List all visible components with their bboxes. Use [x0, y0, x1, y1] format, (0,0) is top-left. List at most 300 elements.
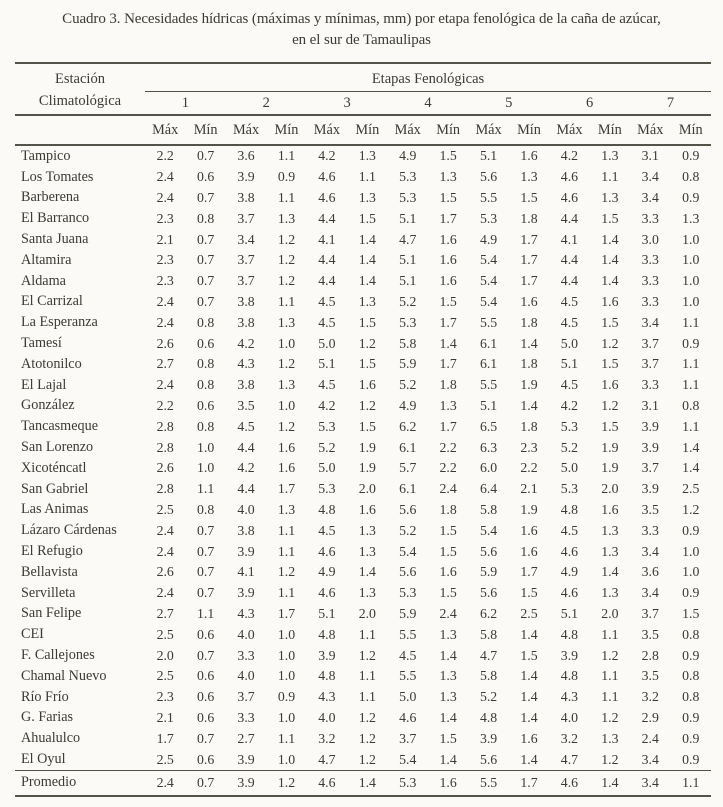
stage-7-max-value: 3.2 — [641, 689, 659, 705]
stage-1-max-value: 2.4 — [156, 293, 174, 309]
stage-4-min-value: 1.5 — [439, 293, 457, 309]
stage-1-max-value: 2.6 — [156, 460, 174, 476]
stage-3-min-value: 1.2 — [358, 397, 376, 413]
stage-5-min-value: 1.8 — [520, 418, 538, 434]
station-name: San Felipe — [21, 605, 82, 622]
max-header: Máx — [549, 115, 589, 145]
stage-6-max-value: 4.4 — [560, 210, 579, 226]
stage-6-min-value: 1.3 — [601, 522, 619, 538]
stage-2-min-value: 1.3 — [277, 377, 296, 393]
max-header: Máx — [226, 115, 266, 145]
max-header: Máx — [468, 115, 508, 145]
stage-5-header: 5 — [468, 92, 549, 116]
stage-7-min-value: 1.1 — [670, 770, 711, 796]
stage-4-max-value: 5.5 — [399, 626, 417, 642]
stage-3-max-value: 4.5 — [318, 293, 336, 309]
stage-6-max-value: 4.6 — [560, 189, 579, 205]
stage-5-min-value: 1.6 — [520, 543, 538, 559]
stage-5-max-value: 4.9 — [479, 231, 498, 247]
stage-1-min-value: 0.7 — [197, 189, 215, 205]
stage-4-min-value: 2.4 — [439, 481, 457, 497]
table-row — [15, 250, 711, 271]
stage-1-max-value: 2.5 — [156, 751, 174, 767]
stage-6-min-value: 1.1 — [601, 626, 619, 642]
stage-2-max-value: 3.8 — [237, 377, 255, 393]
min-header: Mín — [590, 115, 630, 145]
stage-5-min-value: 1.3 — [520, 169, 538, 185]
stage-3-min-value: 1.6 — [358, 377, 376, 393]
stage-2-min-value: 1.1 — [277, 730, 296, 746]
table-row — [15, 645, 711, 666]
stage-7-max-value: 3.1 — [641, 148, 659, 164]
stage-4-min-value: 1.3 — [439, 689, 457, 705]
stage-4-min-value: 1.5 — [439, 189, 457, 205]
table-caption — [0, 0, 723, 51]
stage-2-min-value: 1.0 — [277, 647, 296, 663]
stage-2-max-value: 3.3 — [237, 709, 255, 725]
stage-6-min-value: 1.5 — [601, 356, 619, 372]
stage-2-min-value: 1.7 — [277, 481, 296, 497]
stage-1-max-value: 1.7 — [156, 730, 174, 746]
table-row — [15, 562, 711, 583]
stage-4-min-value: 1.3 — [439, 397, 457, 413]
stage-5-max-value: 5.5 — [468, 770, 508, 796]
stage-4-max-value: 5.4 — [399, 751, 417, 767]
stage-7-max-value: 2.9 — [641, 709, 659, 725]
stage-3-min-value: 1.2 — [358, 335, 376, 351]
stage-2-min-value: 1.0 — [277, 668, 296, 684]
stage-6-min-value: 1.5 — [601, 314, 619, 330]
stage-5-max-value: 5.5 — [479, 377, 498, 393]
stage-1-max-value: 2.8 — [156, 481, 174, 497]
station-name: Bellavista — [21, 563, 78, 580]
stage-7-min-value: 0.9 — [682, 585, 700, 601]
stage-1-min-value: 0.8 — [197, 377, 215, 393]
stage-2-max-value: 3.8 — [237, 293, 255, 309]
stage-6-min-value: 2.0 — [601, 481, 619, 497]
stage-1-min-value: 0.8 — [197, 418, 215, 434]
stage-1-max-value: 2.8 — [156, 439, 174, 455]
stage-6-max-value: 4.0 — [560, 709, 579, 725]
stage-6-min-value: 1.3 — [601, 585, 619, 601]
stage-4-max-value: 5.2 — [399, 522, 417, 538]
stage-2-max-value: 4.4 — [237, 481, 255, 497]
stage-7-max-value: 3.3 — [641, 522, 659, 538]
stage-2-max-value: 4.0 — [237, 626, 255, 642]
table-row — [15, 416, 711, 437]
stage-3-max-value: 3.9 — [318, 647, 336, 663]
stage-7-min-value: 0.9 — [682, 709, 700, 725]
stage-3-max-value: 4.6 — [318, 543, 336, 559]
station-name: El Refugio — [21, 543, 83, 560]
stage-7-max-value: 3.5 — [641, 501, 659, 517]
stage-3-min-value: 1.4 — [358, 273, 376, 289]
stage-2-max-value: 3.7 — [237, 252, 255, 268]
stage-7-min-value: 0.8 — [682, 626, 700, 642]
stage-3-min-value: 1.2 — [358, 709, 376, 725]
stage-1-max-value: 2.4 — [156, 585, 174, 601]
stage-2-max-value: 3.7 — [237, 210, 255, 226]
stage-6-max-value: 4.5 — [560, 293, 579, 309]
stage-3-min-value: 1.4 — [347, 770, 387, 796]
stage-3-max-value: 5.1 — [318, 605, 336, 621]
stage-4-max-value: 5.9 — [399, 356, 417, 372]
stage-1-max-value: 2.4 — [156, 543, 174, 559]
stage-2-min-value: 1.3 — [277, 210, 296, 226]
stage-2-max-value: 3.7 — [237, 689, 255, 705]
stage-7-max-value: 3.5 — [641, 668, 659, 684]
stage-4-min-value: 1.7 — [439, 210, 457, 226]
stage-6-min-value: 2.0 — [601, 605, 619, 621]
stage-7-max-value: 2.8 — [641, 647, 659, 663]
stage-7-max-value: 3.6 — [641, 564, 659, 580]
max-header: Máx — [145, 115, 185, 145]
stage-4-max-value: 5.2 — [399, 377, 417, 393]
stage-5-min-value: 1.5 — [520, 585, 538, 601]
stage-6-min-value: 1.9 — [601, 460, 619, 476]
stage-1-max-value: 2.7 — [156, 356, 174, 372]
stage-5-min-value: 1.4 — [520, 668, 538, 684]
stage-4-min-value: 1.6 — [439, 273, 457, 289]
stage-2-min-value: 1.0 — [277, 751, 296, 767]
stage-4-min-value: 1.5 — [439, 148, 457, 164]
stage-1-min-value: 0.8 — [197, 501, 215, 517]
stage-5-min-value: 2.1 — [520, 481, 538, 497]
stage-4-min-value: 1.6 — [439, 231, 457, 247]
stage-5-min-value: 1.9 — [520, 501, 538, 517]
station-name: San Lorenzo — [21, 439, 94, 456]
stage-4-max-value: 5.3 — [388, 770, 428, 796]
stage-6-max-value: 4.7 — [560, 751, 579, 767]
stage-2-header: 2 — [226, 92, 307, 116]
stage-6-min-value: 1.6 — [601, 377, 619, 393]
stage-6-min-value: 1.1 — [601, 689, 619, 705]
stage-2-min-value: 1.1 — [277, 189, 296, 205]
stage-2-max-value: 4.2 — [237, 335, 255, 351]
stage-4-min-value: 1.4 — [439, 751, 457, 767]
stage-1-min-value: 0.6 — [197, 626, 215, 642]
stage-2-max-value: 3.9 — [237, 751, 255, 767]
stage-7-max-value: 3.4 — [641, 169, 659, 185]
stage-1-min-value: 0.6 — [197, 751, 215, 767]
stage-1-min-value: 0.7 — [197, 543, 215, 559]
stage-5-max-value: 3.9 — [479, 730, 498, 746]
stage-1-max-value: 2.4 — [156, 377, 174, 393]
stage-7-max-value: 3.3 — [641, 377, 659, 393]
table-row — [15, 437, 711, 458]
stage-4-max-value: 5.3 — [399, 169, 417, 185]
stage-7-min-value: 0.8 — [682, 397, 700, 413]
stage-2-min-value: 1.6 — [277, 439, 296, 455]
stage-3-min-value: 1.4 — [358, 564, 376, 580]
summary-row — [15, 770, 711, 796]
station-name: Chamal Nuevo — [21, 667, 107, 684]
stage-1-max-value: 2.4 — [156, 522, 174, 538]
stage-2-min-value: 1.2 — [277, 273, 296, 289]
stage-3-max-value: 5.0 — [318, 335, 336, 351]
stage-5-max-value: 5.4 — [479, 293, 498, 309]
stage-5-max-value: 5.6 — [479, 169, 498, 185]
stage-5-max-value: 5.1 — [479, 397, 498, 413]
stage-5-min-value: 1.4 — [520, 397, 538, 413]
stage-6-min-value: 1.1 — [601, 668, 619, 684]
stage-4-max-value: 5.3 — [399, 189, 417, 205]
stage-7-min-value: 1.0 — [682, 252, 700, 268]
stage-3-max-value: 4.4 — [318, 210, 336, 226]
station-name: El Oyul — [21, 751, 66, 767]
stage-1-max-value: 2.2 — [156, 397, 174, 413]
stage-2-min-value: 1.2 — [277, 418, 296, 434]
stage-5-max-value: 5.6 — [479, 543, 498, 559]
table-row — [15, 271, 711, 292]
table-row — [15, 708, 711, 729]
stage-4-max-value: 5.6 — [399, 501, 417, 517]
stage-7-max-value: 3.7 — [641, 356, 659, 372]
station-name: Tancasmeque — [21, 418, 98, 435]
table-row — [15, 208, 711, 229]
stage-3-max-value: 4.3 — [318, 689, 336, 705]
stage-6-max-value: 5.1 — [560, 605, 579, 621]
stage-2-max-value: 3.7 — [237, 273, 255, 289]
table-row — [15, 624, 711, 645]
stage-1-max-value: 2.3 — [156, 273, 174, 289]
stage-7-min-value: 1.1 — [682, 377, 700, 393]
stage-3-max-value: 5.3 — [318, 481, 336, 497]
stage-6-max-value: 5.3 — [560, 418, 579, 434]
stage-2-max-value: 4.2 — [237, 460, 255, 476]
table-row — [15, 312, 711, 333]
stage-6-min-value: 1.4 — [601, 252, 619, 268]
stage-2-min-value: 1.1 — [277, 585, 296, 601]
stage-6-min-value: 1.4 — [601, 273, 619, 289]
stage-3-min-value: 1.3 — [358, 585, 376, 601]
stage-7-max-value: 3.3 — [641, 293, 659, 309]
stage-1-min-value: 0.7 — [197, 148, 215, 164]
stage-3-max-value: 4.6 — [318, 585, 336, 601]
stage-6-min-value: 1.9 — [601, 439, 619, 455]
stage-2-min-value: 1.2 — [277, 252, 296, 268]
stage-3-max-value: 5.3 — [318, 418, 336, 434]
stage-6-min-value: 1.2 — [601, 709, 619, 725]
stage-4-min-value: 1.5 — [439, 522, 457, 538]
stage-7-min-value: 2.5 — [682, 481, 700, 497]
stage-2-min-value: 1.1 — [277, 148, 296, 164]
stage-3-max-value: 4.5 — [318, 522, 336, 538]
station-header-line-1: Estación — [55, 71, 105, 87]
stage-2-min-value: 1.0 — [277, 335, 296, 351]
stage-5-max-value: 6.1 — [479, 335, 498, 351]
header-row-maxmin — [15, 115, 711, 145]
table-row — [15, 541, 711, 562]
stage-6-max-value: 5.3 — [560, 481, 579, 497]
stage-6-max-value: 4.1 — [560, 231, 579, 247]
stage-4-min-value: 1.6 — [439, 252, 457, 268]
stage-6-max-value: 4.6 — [560, 543, 579, 559]
stage-7-min-value: 0.9 — [682, 751, 700, 767]
stage-7-max-value: 3.4 — [641, 751, 659, 767]
stage-5-max-value: 4.7 — [479, 647, 498, 663]
stage-2-max-value: 3.8 — [237, 314, 255, 330]
stage-5-max-value: 5.8 — [479, 501, 498, 517]
stage-3-min-value: 1.3 — [358, 293, 376, 309]
stage-4-max-value: 5.4 — [399, 543, 417, 559]
stage-5-max-value: 5.8 — [479, 626, 498, 642]
stage-4-min-value: 1.5 — [439, 585, 457, 601]
stage-7-max-value: 3.7 — [641, 605, 659, 621]
stage-3-min-value: 1.5 — [358, 356, 376, 372]
stage-1-max-value: 2.5 — [156, 501, 174, 517]
stage-1-min-value: 0.6 — [197, 689, 215, 705]
stage-4-max-value: 4.5 — [399, 647, 417, 663]
table-row — [15, 354, 711, 375]
stage-3-max-value: 4.6 — [318, 189, 336, 205]
stage-3-min-value: 1.2 — [358, 730, 376, 746]
stage-3-min-value: 1.3 — [358, 522, 376, 538]
stage-6-max-value: 3.9 — [560, 647, 579, 663]
stage-4-min-value: 1.3 — [439, 169, 457, 185]
stage-2-min-value: 1.0 — [277, 626, 296, 642]
stage-3-max-value: 3.2 — [318, 730, 336, 746]
stage-3-min-value: 1.9 — [358, 439, 376, 455]
stage-6-max-value: 3.2 — [560, 730, 579, 746]
station-name: Las Animas — [21, 501, 89, 518]
station-name: Altamira — [21, 251, 72, 268]
stage-4-min-value: 1.7 — [439, 314, 457, 330]
stage-1-min-value: 0.8 — [197, 314, 215, 330]
stage-6-max-value: 5.0 — [560, 335, 579, 351]
stage-1-min-value: 0.7 — [197, 273, 215, 289]
stage-3-max-value: 5.1 — [318, 356, 336, 372]
stage-1-max-value: 2.4 — [156, 314, 174, 330]
stage-7-header: 7 — [630, 92, 711, 116]
stage-1-max-value: 2.6 — [156, 335, 174, 351]
stage-5-min-value: 1.6 — [520, 148, 538, 164]
stage-7-min-value: 0.9 — [682, 647, 700, 663]
stage-2-max-value: 4.5 — [237, 418, 255, 434]
stage-7-min-value: 1.2 — [682, 501, 700, 517]
stage-4-min-value: 1.3 — [439, 668, 457, 684]
stage-7-max-value: 3.1 — [641, 397, 659, 413]
stage-5-max-value: 6.1 — [479, 356, 498, 372]
table-row — [15, 458, 711, 479]
stage-5-min-value: 1.6 — [520, 293, 538, 309]
max-header: Máx — [630, 115, 670, 145]
table-row — [15, 145, 711, 167]
stage-7-max-value: 3.4 — [641, 189, 659, 205]
station-name: G. Farias — [21, 709, 74, 726]
stage-6-min-value: 1.2 — [601, 335, 619, 351]
stage-2-min-value: 0.9 — [277, 169, 296, 185]
stage-2-max-value: 3.9 — [237, 543, 255, 559]
stage-3-min-value: 2.0 — [358, 605, 376, 621]
table-row — [15, 604, 711, 625]
stage-1-max-value: 2.4 — [145, 770, 185, 796]
stage-2-max-value: 2.7 — [237, 730, 255, 746]
stage-5-max-value: 5.5 — [479, 189, 498, 205]
stage-7-min-value: 1.0 — [682, 564, 700, 580]
table-row — [15, 396, 711, 417]
stage-5-min-value: 1.6 — [520, 522, 538, 538]
station-name: F. Callejones — [21, 647, 95, 664]
stage-2-min-value: 1.0 — [277, 397, 296, 413]
stage-3-max-value: 4.0 — [318, 709, 336, 725]
stage-7-max-value: 3.3 — [641, 252, 659, 268]
stage-2-min-value: 1.2 — [277, 356, 296, 372]
stage-3-max-value: 4.6 — [318, 169, 336, 185]
stage-4-max-value: 5.0 — [399, 689, 417, 705]
stage-7-min-value: 0.9 — [682, 730, 700, 746]
stage-4-max-value: 5.1 — [399, 273, 417, 289]
station-name: Servilleta — [21, 584, 76, 601]
table-row — [15, 687, 711, 708]
station-name: El Barranco — [21, 210, 90, 227]
stage-5-min-value: 1.9 — [520, 377, 538, 393]
stage-1-min-value: 1.1 — [197, 605, 215, 621]
stage-1-min-value: 0.7 — [197, 522, 215, 538]
stage-4-max-value: 4.9 — [399, 397, 417, 413]
stage-4-max-value: 4.9 — [399, 148, 417, 164]
station-name: Atotonilco — [21, 355, 82, 372]
stage-7-min-value: 1.5 — [682, 605, 700, 621]
stage-3-min-value: 1.9 — [358, 460, 376, 476]
stage-4-max-value: 5.5 — [399, 668, 417, 684]
stage-5-max-value: 5.4 — [479, 273, 498, 289]
stage-3-min-value: 1.3 — [358, 189, 376, 205]
stage-1-min-value: 0.7 — [197, 293, 215, 309]
stage-1-min-value: 0.8 — [197, 210, 215, 226]
stage-7-min-value: 1.4 — [682, 460, 700, 476]
stage-5-min-value: 1.6 — [520, 730, 538, 746]
station-name: San Gabriel — [21, 480, 89, 497]
table-row — [15, 333, 711, 354]
stage-1-max-value: 2.4 — [156, 169, 174, 185]
stage-6-max-value: 4.8 — [560, 501, 579, 517]
stage-7-max-value: 3.4 — [641, 543, 659, 559]
stage-3-min-value: 1.4 — [358, 252, 376, 268]
stage-3-min-value: 1.5 — [358, 210, 376, 226]
table-row — [15, 728, 711, 749]
stage-3-min-value: 1.1 — [358, 169, 376, 185]
stage-2-max-value: 3.4 — [237, 231, 255, 247]
stage-5-max-value: 5.2 — [479, 689, 498, 705]
station-name: CEI — [21, 626, 44, 643]
stage-6-max-value: 4.8 — [560, 626, 579, 642]
stage-7-min-value: 1.4 — [682, 439, 700, 455]
caption-line-1: Cuadro 3. Necesidades hídricas (máximas y mínimas, mm) por etapa fenológica de la caña de azúcar, — [62, 11, 661, 27]
stage-2-max-value: 3.9 — [226, 770, 266, 796]
stage-7-min-value: 1.3 — [682, 210, 700, 226]
stage-1-max-value: 2.3 — [156, 252, 174, 268]
stage-1-min-value: 0.7 — [197, 564, 215, 580]
stage-5-max-value: 5.4 — [479, 252, 498, 268]
stage-2-min-value: 1.3 — [277, 314, 296, 330]
stage-7-max-value: 3.9 — [641, 481, 659, 497]
stage-6-max-value: 4.4 — [560, 273, 579, 289]
station-name: El Carrizal — [21, 293, 83, 310]
stage-1-max-value: 2.1 — [156, 231, 174, 247]
stage-7-min-value: 0.8 — [682, 169, 700, 185]
stage-6-max-value: 4.2 — [560, 397, 579, 413]
stage-5-min-value: 1.7 — [520, 564, 538, 580]
stage-1-max-value: 2.0 — [156, 647, 174, 663]
stage-1-min-value: 0.7 — [197, 730, 215, 746]
max-header: Máx — [307, 115, 347, 145]
stage-4-max-value: 4.6 — [399, 709, 417, 725]
stage-6-max-value: 4.5 — [560, 377, 579, 393]
stage-3-header: 3 — [307, 92, 388, 116]
stage-4-max-value: 4.7 — [399, 231, 417, 247]
table-row — [15, 666, 711, 687]
